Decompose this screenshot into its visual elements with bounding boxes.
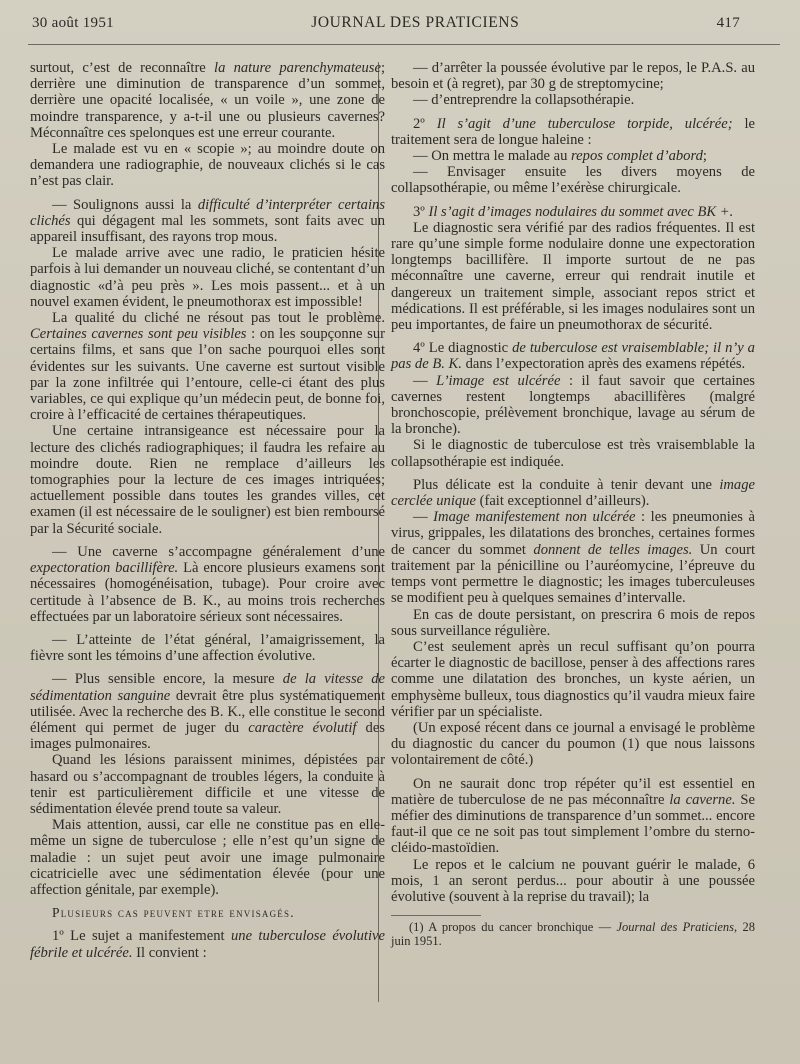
footnote-rule: [391, 915, 481, 916]
paragraph: 1º Le sujet a manifestement une tuberculose évolutive fébrile et ulcérée. Il convient :: [30, 928, 385, 961]
paragraph: 3º Il s’agit d’images nodulaires du sommet avec BK +.: [413, 203, 734, 220]
paragraph: La qualité du cliché ne résout pas tout le problème. Certaines cavernes sont peu visibles : on les soupçonne sur certains films, et sans que l’on sache pourquoi elles sont évidentes sur les suivants. Une caverne est surtout visible par la zone infiltrée qui l’entoure, celle-ci étant des plus variables, ce qui explique qu’un médecin peut, de bonne foi, croire à l’efficacité de certaines thérapeutiques.: [30, 310, 385, 424]
paragraph: — L’image est ulcérée : il faut savoir que certaines cavernes restent longtemps abacillifères (malgré bronchoscopie, prélèvement bronchique, lavage au sérum de la bronche).: [391, 372, 755, 438]
paragraph: Le diagnostic sera vérifié par des radios fréquentes. Il est rare qu’une simple forme nodulaire donne une expectoration longtemps bacillifère. Il importe surtout de ne pas méconnaître une caverne, erreur qui rendrait inutile et dangereux un traitement simple, associant repos strict et médications. Il est préférable, si les images nodulaires sont un peu importantes, de faire un pneumothorax de sécurité.: [391, 219, 755, 334]
paragraph: — Image manifestement non ulcérée : les pneumonies à virus, grippales, les dilatations des bronches, certaines formes de cancer du sommet donnent de telles images. Un court traitement par la pénicilline ou l’auréomycine, l’épreuve du temps vont permettre le diagnostic; les images tuberculeuses se modifient peu à quelques semaines d’intervalle.: [391, 509, 756, 607]
paragraph: Le malade arrive avec une radio, le praticien hésite parfois à lui demander un nouveau cliché, se contentant d’un diagnostic «d’à peu près ». Les mois passent... et à un nouvel examen évident, le pneumothorax est impossible!: [30, 245, 385, 310]
paragraph: — d’arrêter la poussée évolutive par le repos, le P.A.S. au besoin et (à regret), par 30 g de streptomycine;: [391, 60, 755, 93]
paragraph: Si le diagnostic de tuberculose est très vraisemblable la collapsothérapie est indiquée.: [391, 437, 755, 470]
paragraph: — Envisager ensuite les divers moyens de collapsothérapie, ou même l’exérèse chirurgicale.: [391, 164, 755, 197]
paragraph: On ne saurait donc trop répéter qu’il est essentiel en matière de tuberculose de ne pas méconnaître la caverne. Se méfier des diminutions de transparence d’un sommet... encore faut-il que ce ne soit pas tout simplement l’ombre du sterno-cléido-mastoïdien.: [391, 775, 755, 857]
paragraph: Plus délicate est la conduite à tenir devant une image cerclée unique (fait exceptionnel d’ailleurs).: [391, 476, 755, 510]
issue-date: 30 août 1951: [32, 15, 114, 31]
right-column: [391, 60, 755, 948]
paragraph: Mais attention, aussi, car elle ne constitue pas en elle-même un signe de tuberculose ; elle n’est qu’un signe de maladie : un sujet peut avoir une image pulmonaire cicatricielle avec une sédimentation élevée (pour une affection génitale, par exemple).: [30, 817, 385, 898]
paragraph: — Plus sensible encore, la mesure de la vitesse de sédimentation sanguine devrait être plus systématiquement utilisée. Avec la recherche des B. K., elle constitue le second élément qui permet de juger du caractère évolutif des images pulmonaires.: [30, 671, 386, 753]
paragraph: — Une caverne s’accompagne généralement d’une expectoration bacillifère. Là encore plusieurs examens sont nécessaires (homogénéisation, tubage). Pour croire avec certitude à l’absence de B. K., au moins trois recherches effectuées par un laboratoire sérieux sont nécessaires.: [30, 543, 385, 625]
page-number: 417: [716, 15, 740, 31]
paragraph: — Soulignons aussi la difficulté d’interpréter certains clichés qui dégagent mal les sommets, sont faits avec un appareil insuffisant, des rayons trop mous.: [30, 196, 385, 246]
paragraph: — d’entreprendre la collapsothérapie.: [413, 92, 635, 109]
left-column: [30, 60, 385, 961]
paragraph: 2º Il s’agit d’une tuberculose torpide, ulcérée; le traitement sera de longue haleine :: [391, 115, 755, 148]
paragraph: 4º Le diagnostic de tuberculose est vraisemblable; il n’y a pas de B. K. dans l’expectoration après des examens répétés.: [391, 340, 755, 373]
header-rule: [28, 44, 780, 45]
paragraph: C’est seulement après un recul suffisant qu’on pourra écarter le diagnostic de bacillose, penser à des affections rares comme une dilatation des bronches, un kyste aérien, un emphysème bulleux, tous diagnostics qu’il vaudra mieux faire vérifier par un spécialiste.: [391, 638, 755, 720]
paragraph: En cas de doute persistant, on prescrira 6 mois de repos sous surveillance régulière.: [391, 606, 755, 639]
paragraph: Le repos et le calcium ne pouvant guérir le malade, 6 mois, 1 an seront perdus... pour aboutir à une poussée évolutive (souvent à la reprise du travail); la: [391, 856, 755, 905]
section-heading: Plusieurs cas peuvent etre envisagés.: [52, 905, 295, 921]
paragraph: Une certaine intransigeance est nécessaire pour la lecture des clichés radiographiques; il faudra les refaire au moindre doute. Rien ne remplace d’ailleurs les tomographies pour la lecture de ces images intriquées; actuellement possible dans toutes les grandes villes, cet examen (il est nécessaire de le souligner) est bien remboursé par la Sécurité sociale.: [30, 423, 385, 537]
paragraph: — L’atteinte de l’état général, l’amaigrissement, la fièvre sont les témoins d’une affection évolutive.: [30, 631, 385, 665]
paragraph: Quand les lésions paraissent minimes, dépistées par hasard ou s’accompagnant de troubles légers, la conduite à tenir est particulièrement difficile et une vitesse de sédimentation élevée prend toute sa valeur.: [30, 752, 385, 817]
paragraph: (Un exposé récent dans ce journal a envisagé le problème du diagnostic du cancer du poumon (1) que nous laissons volontairement de côté.): [391, 719, 755, 769]
paragraph: surtout, c’est de reconnaître la nature parenchymateuse; derrière une diminution de transparence d’un sommet, derrière une opacité localisée, « un voile », une zone de moindre transparence, y a-t-il une ou plusieurs cavernes? Méconnaître ces spelonques est une erreur courante.: [30, 60, 386, 141]
footnote: (1) A propos du cancer bronchique — Journal des Praticiens, 28 juin 1951.: [391, 920, 756, 949]
paragraph: Le malade est vu en « scopie »; au moindre doute on demandera une radiographie, de nouveaux clichés si le cas n’est pas clair.: [30, 141, 385, 190]
paragraph: — On mettra le malade au repos complet d’abord;: [413, 148, 707, 165]
page-header: [32, 14, 740, 38]
journal-title: JOURNAL DES PRATICIENS: [311, 14, 520, 31]
